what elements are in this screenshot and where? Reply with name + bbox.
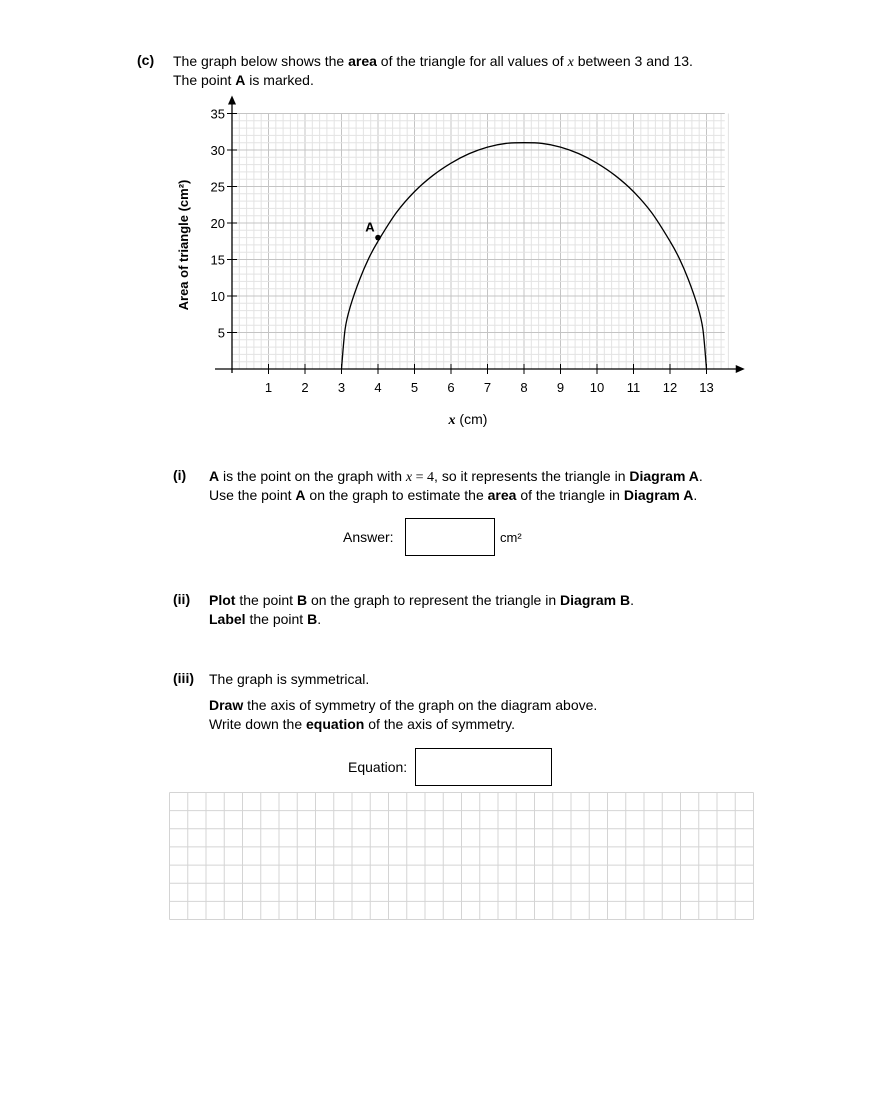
part-ii-line1: Plot the point B on the graph to represent the triangle in Diagram B. bbox=[209, 592, 634, 608]
point-a-marker bbox=[375, 235, 381, 241]
x-tick-label: 13 bbox=[699, 380, 714, 395]
working-grid[interactable] bbox=[169, 792, 755, 922]
part-ii-line2: Label the point B. bbox=[209, 611, 322, 627]
equation-box[interactable] bbox=[415, 748, 552, 786]
part-i-label: (i) bbox=[173, 467, 187, 483]
x-tick-label: 11 bbox=[626, 380, 641, 395]
equation-label: Equation: bbox=[348, 759, 408, 775]
y-tick-label: 20 bbox=[210, 216, 225, 231]
x-tick-label: 4 bbox=[374, 380, 382, 395]
x-tick-label: 3 bbox=[337, 380, 346, 395]
x-axis-arrow bbox=[736, 365, 745, 373]
part-ii-label: (ii) bbox=[173, 591, 191, 607]
part-i-line1: A is the point on the graph with x = 4, so it represents the triangle in Diagram A. bbox=[209, 468, 703, 485]
answer-unit: cm² bbox=[500, 530, 522, 545]
x-tick-label: 2 bbox=[301, 380, 309, 395]
part-iii-label: (iii) bbox=[173, 670, 194, 686]
y-tick-label: 30 bbox=[210, 143, 225, 158]
y-tick-label: 5 bbox=[217, 325, 225, 341]
part-iii-line1: The graph is symmetrical. bbox=[209, 671, 370, 687]
y-tick-label: 35 bbox=[210, 106, 225, 122]
x-tick-label: 1 bbox=[264, 380, 273, 395]
x-tick-label: 5 bbox=[410, 380, 419, 395]
answer-label: Answer: bbox=[343, 529, 394, 545]
equation-value bbox=[416, 749, 551, 767]
answer-box[interactable] bbox=[405, 518, 495, 556]
x-tick-label: 12 bbox=[662, 380, 678, 395]
part-iii-line3: Write down the equation of the axis of symmetry. bbox=[209, 716, 516, 732]
x-tick-label: 7 bbox=[483, 380, 492, 395]
y-axis-arrow bbox=[228, 96, 236, 105]
x-tick-label: 8 bbox=[520, 380, 528, 395]
x-tick-label: 9 bbox=[556, 380, 565, 395]
part-iii-line2: Draw the axis of symmetry of the graph on the diagram above. bbox=[209, 697, 598, 713]
grid-lines bbox=[232, 114, 728, 370]
y-tick-label: 15 bbox=[210, 252, 225, 268]
part-c-intro-line2: The point A is marked. bbox=[173, 72, 314, 88]
x-axis-label: x (cm) bbox=[448, 411, 488, 428]
part-c-label: (c) bbox=[137, 52, 155, 68]
part-i-line2: Use the point A on the graph to estimate the area of the triangle in Diagram A. bbox=[209, 487, 698, 503]
part-c-intro-line1: The graph below shows the area of the triangle for all values of x between 3 and 13. bbox=[173, 53, 693, 70]
point-a-label: A bbox=[365, 219, 375, 235]
x-tick-label: 6 bbox=[447, 380, 455, 395]
answer-value bbox=[406, 519, 494, 537]
x-tick-label: 10 bbox=[589, 380, 605, 395]
y-tick-label: 25 bbox=[210, 179, 225, 195]
y-tick-label: 10 bbox=[210, 289, 225, 304]
area-graph bbox=[0, 0, 892, 460]
y-axis-label: Area of triangle (cm²) bbox=[176, 179, 191, 311]
